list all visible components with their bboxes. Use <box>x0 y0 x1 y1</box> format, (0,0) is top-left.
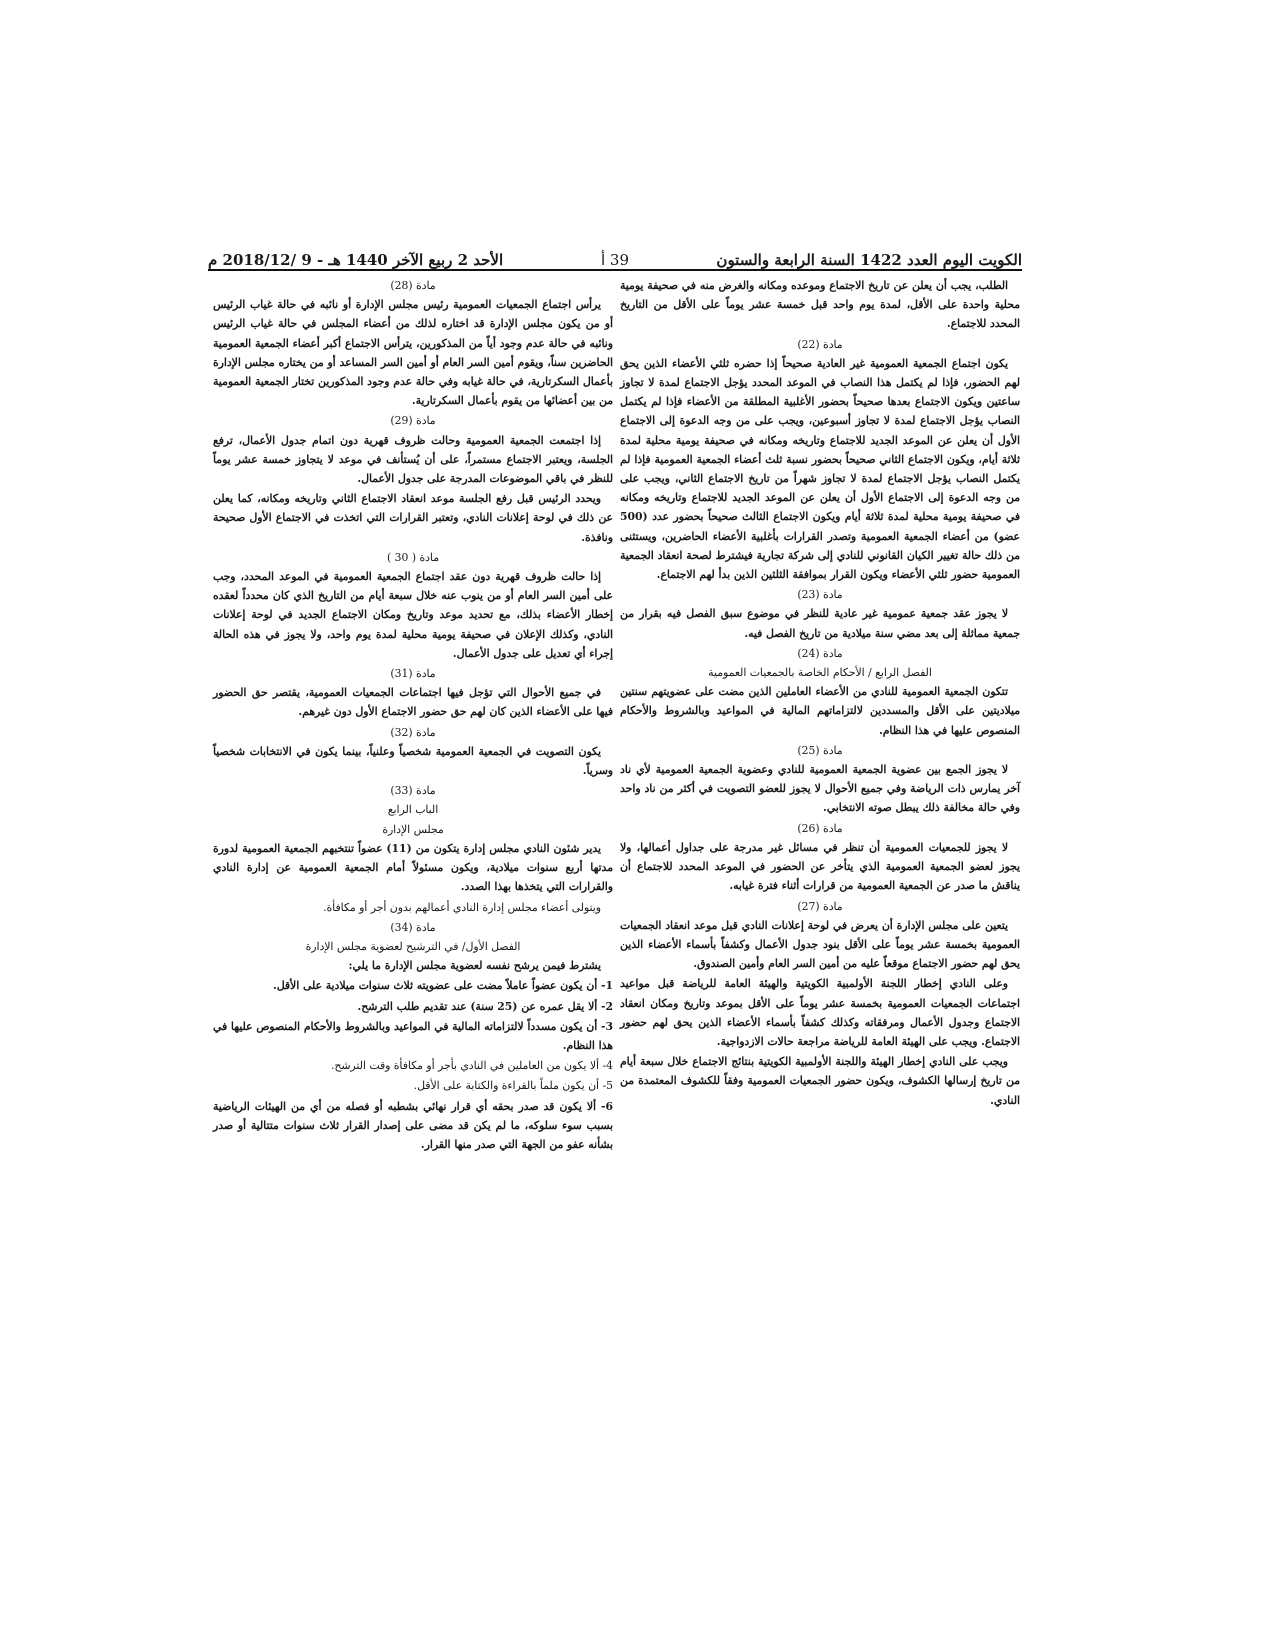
article-heading: مادة (22) <box>797 337 843 351</box>
paragraph: يرأس اجتماع الجمعيات العمومية رئيس مجلس الإدارة أو نائبه في حالة غياب الرئيس أو من يكون مجلس الإدارة قد اختاره لذلك من أعضاء المجلس في حالة غياب الرئيس ونائبه في حالة عدم وجود أياً من المذكورين، يترأس الاجتماع أكبر أعضاء الجمعية العمومية الحاضرين سناً، ويقوم أمين السر العام أو أمين السر المساعد أو من يختاره مجلس الإدارة بأعمال السكرتارية، في حالة غيابه وفي حالة عدم وجود المذكورين تختار الجمعية العمومية من بين أعضائها من يقوم بأعمال السكرتارية. <box>213 298 613 408</box>
paragraph: يدير شئون النادي مجلس إدارة يتكون من (11) عضواً تنتخبهم الجمعية العمومية لدورة مدتها أربع سنوات ميلادية، ويكون مسئولاً أمام الجمعية العمومية عن إدارة النادي والقرارات التي يتخذها بهذا الصدد. <box>213 841 613 894</box>
paragraph: لا يجوز للجمعيات العمومية أن تنظر في مسائل غير مدرجة على جداول أعمالها، ولا يجوز لعضو الجمعية العمومية الذي يتأخر عن الحضور في الموعد المحدد للاجتماع أن يناقش ما صدر عن الجمعية العمومية من قرارات أثناء فترة غيابه. <box>620 840 1020 893</box>
header-rule <box>208 269 1022 271</box>
paragraph: يشترط فيمن يرشح نفسه لعضوية مجلس الإدارة ما يلي: <box>348 959 601 973</box>
paragraph: ويتولى أعضاء مجلس إدارة النادي أعمالهم بدون أجر أو مكافأة. <box>323 900 601 914</box>
article-heading: مادة (29) <box>390 414 436 428</box>
article-heading: مادة ( 30 ) <box>386 550 440 564</box>
article-heading: مادة (33) <box>390 784 436 798</box>
paragraph: ويجب على النادي إخطار الهيئة واللجنة الأولمبية الكويتية بنتائج الاجتماع خلال سبعة أيام من تاريخ إرسالها الكشوف، ويكون حضور الجمعيات العمومية وفقاً للكشوف المعتمدة من النادي. <box>620 1055 1020 1107</box>
paragraph: ويحدد الرئيس قبل رفع الجلسة موعد انعقاد الاجتماع الثاني وتاريخه ومكانه، كما يعلن عن ذلك في لوحة إعلانات النادي، وتعتبر القرارات التي اتخذت في الاجتماع الأول صحيحة ونافذة. <box>213 492 613 544</box>
paragraph: تتكون الجمعية العمومية للنادي من الأعضاء العاملين الذين مضت على عضويتهم سنتين ميلاديتين على الأقل والمسددين لالتزاماتهم المالية في المواعيد وبالشروط والأحكام المنصوص عليها في هذا النظام. <box>620 685 1020 737</box>
paragraph: في جميع الأحوال التي تؤجل فيها اجتماعات الجمعيات العمومية، يقتصر حق الحضور فيها على الأعضاء الذين كان لهم حق حضور الاجتماع الأول دون غيرهم. <box>213 686 613 719</box>
paragraph: وعلى النادي إخطار اللجنة الأولمبية الكويتية والهيئة العامة للرياضة قبل مواعيد اجتماعات الجمعيات العمومية بخمسة عشر يوماً على الأقل بموعد وتاريخ ومكان انعقاد الاجتماع وجدول الأعمال ومرفقاته وكذلك كشفاً بأسماء الأعضاء الذين يحق لهم حضور الاجتماع. ويجب على الهيئة العامة للرياضة مراجعة حالات الازدواجية. <box>620 977 1020 1048</box>
section-heading: الفصل الرابع / الأحكام الخاصة بالجمعيات العمومية <box>708 666 932 680</box>
paragraph: الطلب، يجب أن يعلن عن تاريخ الاجتماع وموعده ومكانه والغرض منه في صحيفة يومية محلية واحدة على الأقل، لمدة يوم واحد قبل خمسة عشر يوماً على الأقل من التاريخ المحدد للاجتماع. <box>620 279 1020 331</box>
right-column <box>620 276 1020 1111</box>
header-date: الأحد 2 ربيع الآخر 1440 هـ - 9 /2018/12 م <box>208 251 504 269</box>
paragraph: يتعين على مجلس الإدارة أن يعرض في لوحة إعلانات النادي قبل موعد انعقاد الجمعيات العمومية بخمسة عشر يوماً على الأقل بنود جدول الأعمال وكشفاً بأسماء الأعضاء الذين يحق لهم حضور الاجتماع موقعاً عليه من أمين السر العام وأمين الصندوق. <box>620 918 1020 971</box>
article-heading: مادة (27) <box>797 899 843 913</box>
list-item: 2- ألا يقل عمره عن (25 سنة) عند تقديم طلب الترشح. <box>357 999 613 1013</box>
section-heading: الفصل الأول/ في الترشيح لعضوية مجلس الإدارة <box>305 939 521 953</box>
article-heading: مادة (32) <box>390 725 436 739</box>
list-item: 1- أن يكون عضواً عاملاً مضت على عضويته ثلاث سنوات ميلادية على الأقل. <box>272 979 613 993</box>
article-heading: مادة (28) <box>390 279 436 292</box>
paragraph: لا يجوز عقد جمعية عمومية غير عادية للنظر في موضوع سبق الفصل فيه بقرار من جمعية مماثلة إلى بعد مضي سنة ميلادية من تاريخ الفصل فيه. <box>620 607 1020 640</box>
list-item: 3- أن يكون مسدداً لالتزاماته المالية في المواعيد وبالشروط والأحكام المنصوص عليها في هذا النظام. <box>213 1019 613 1052</box>
section-heading: مجلس الإدارة <box>382 822 444 836</box>
left-column <box>213 276 613 1155</box>
paragraph: يكون التصويت في الجمعية العمومية شخصياً وعلنياً، بينما يكون في الانتخابات شخصياً وسرياً. <box>213 744 613 778</box>
paragraph: إذا اجتمعت الجمعية العمومية وحالت ظروف قهرية دون اتمام جدول الأعمال، ترفع الجلسة، ويعتبر الاجتماع مستمراً، على أن يُستأنف في موعد لا يتجاوز خمسة عشر يوماً للنظر في باقي الموضوعات المدرجة على جدول الأعمال. <box>213 433 613 486</box>
list-item: 6- ألا يكون قد صدر بحقه أي قرار نهائي بشطبه أو فصله من أي من الهيئات الرياضية بسبب سوء سلوكه، ما لم يكن قد مضى على إصدار القرار ثلاث سنوات متتالية أو صدر بشأنه عفو من الجهة التي صدر منها القرار. <box>213 1099 613 1151</box>
paragraph: يكون اجتماع الجمعية العمومية غير العادية صحيحاً إذا حضره ثلثي الأعضاء الذين يحق لهم الحضور، فإذا لم يكتمل هذا النصاب في الموعد المحدد يؤجل الاجتماع لمدة لا تجاوز ساعتين ويكون الاجتماع بعدها صحيحاً بحضور الأغلبية المطلقة من الأعضاء فإذا لم يكتمل النصاب يؤجل الاجتماع لمدة لا تجاوز أسبوعين، ويجب على من وجه الدعوة إلى الاجتماع الأول أن يعلن عن الموعد الجديد للاجتماع وتاريخه ومكانه في صحيفة يومية محلية لمدة ثلاثة أيام، ويكون الاجتماع الثاني صحيحاً بحضور نسبة ثلث أعضاء الجمعية العمومية فإذا لم يكتمل النصاب يؤجل الاجتماع لمدة لا تجاوز شهراً من تاريخ الاجتماع الثاني، ويجب على من وجه الدعوة إلى الاجتماع الأول أن يعلن عن الموعد الجديد للاجتماع وتاريخه ومكانه في صحيفة يومية محلية لمدة ثلاثة أيام ويكون الاجتماع الثالث صحيحاً بحضور عدد (500 عضو) من أعضاء الجمعية العمومية وتصدر القرارات بأغلبية الأعضاء الحاضرين، ويستثنى من ذلك حالة تغيير الكيان القانوني للنادي إلى شركة تجارية فيشترط لصحة انعقاد الجمعية العمومية حضور ثلثي الأعضاء ويكون القرار بموافقة الثلثين الذين بدأ لهم الاجتماع. <box>620 356 1020 582</box>
article-heading: مادة (34) <box>390 920 436 934</box>
section-heading: الباب الرابع <box>387 803 439 817</box>
article-heading: مادة (23) <box>797 588 843 602</box>
paragraph: لا يجوز الجمع بين عضوية الجمعية العمومية للنادي وعضوية الجمعية العمومية لأي ناد آخر يمارس ذات الرياضة وفي جميع الأحوال لا يجوز للعضو التصويت في أكثر من ناد واحد وفي حالة مخالفة ذلك يبطل صوته الانتخابي. <box>620 763 1020 815</box>
paragraph: إذا حالت ظروف قهرية دون عقد اجتماع الجمعية العمومية في الموعد المحدد، وجب على أمين السر العام أو من ينوب عنه خلال سبعة أيام من التاريخ الذي كان محدداً لعقده إخطار الأعضاء بذلك، مع تحديد موعد وتاريخ ومكان الاجتماع الجديد في لوحة إعلانات النادي، وكذلك الإعلان في صحيفة يومية محلية لمدة يوم واحد، ولا يجوز في هذه الحالة إجراء أي تعديل على جدول الأعمال. <box>213 570 613 660</box>
header-page-number: 39 أ <box>600 251 630 269</box>
header-issue: الكويت اليوم العدد 1422 السنة الرابعة والستون <box>716 251 1022 269</box>
article-heading: مادة (24) <box>797 646 843 660</box>
list-item: 5- أن يكون ملماً بالقراءة والكتابة على الأقل. <box>413 1079 613 1093</box>
article-heading: مادة (31) <box>390 667 436 681</box>
article-heading: مادة (26) <box>797 821 843 835</box>
page-header <box>208 239 1022 269</box>
article-heading: مادة (25) <box>797 743 843 757</box>
list-item: 4- ألا يكون من العاملين في النادي بأجر أو مكافأة وقت الترشح. <box>330 1059 613 1073</box>
